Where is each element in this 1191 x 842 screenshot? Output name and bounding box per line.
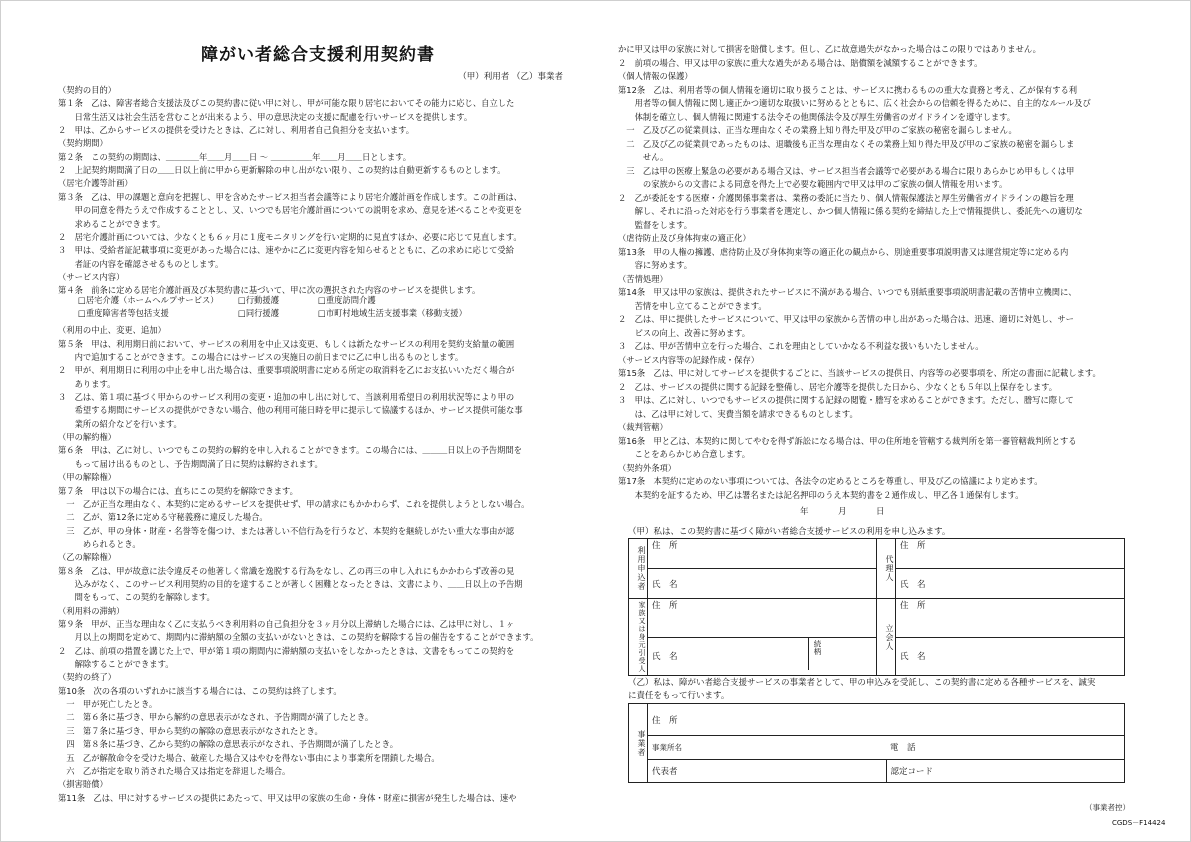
section-heading: （甲の解約権） [58, 432, 117, 443]
clause-line: 容に努めます。 [618, 260, 693, 270]
relation-label: 続柄 [808, 638, 826, 670]
clause-line: 二 乙及び乙の従業員であったものは、退職後も正当な理由なくその業務上知り得た甲及び甲のご家族の秘密を漏らしま [618, 138, 1075, 149]
otsu-statement-1: （乙）私は、障がい者総合支援サービスの事業者として、甲の申込みを受託し、この契約書に定める各種サービスを、誠実 [628, 678, 1096, 688]
clause-line: 本契約を証するため、甲乙は署名または記名押印のうえ本契約書を２通作成し、甲乙各１通保有します。 [618, 489, 1024, 500]
clause-line: 第５条 甲は、利用期日前において、サービスの利用を中止又は変更、もしくは新たなサービスの利用を契約支給量の範囲 [58, 338, 515, 349]
service-checkbox-option[interactable]: □行動援護 [238, 295, 280, 305]
phone-field[interactable]: 電 話 [886, 736, 1125, 759]
clause-line: められるとき。 [58, 538, 141, 549]
clause-line: ３ 甲は、乙に対し、いつでもサービスの提供に関する記録の閲覧・謄写を求めることができます。ただし、謄写に際して [618, 395, 1074, 405]
clause-line: 第17条 本契約に定めのない事項については、各法令の定めるところを尊重し、甲及び乙の協議により定めます。 [618, 476, 1043, 486]
clause-line: 第１条 乙は、障害者総合支援法及びこの契約書に従い甲に対し、甲が可能な限り居宅においてその能力に応じ、自立した [58, 98, 515, 109]
form-code: CGDS－F14424 [1112, 819, 1166, 827]
applicant-name-field[interactable]: 氏 名 [648, 569, 877, 599]
date-line: 年 月 日 [800, 507, 886, 517]
clause-line: 解し、それに沿った対応を行う事業者を選定し、かつ個人情報に係る契約を締結した上で情報提供し、委託先への適切な [618, 206, 1083, 216]
clause-line: ２ 甲が、利用期日に利用の中止を申し出た場合は、重要事項説明書に定める所定の取消料を乙にお支払いいただく場合が [58, 365, 515, 376]
clause-line: 一 乙が正当な理由なく、本契約に定めるサービスを提供せず、甲の請求にもかかわらず、これを提供しようとしない場合。 [58, 498, 530, 509]
section-heading: （契約期間） [58, 138, 108, 149]
clause-line: あります。 [58, 378, 116, 389]
business-label: 事業者 [629, 704, 648, 783]
clause-line: 希望する期間にサービスの提供ができない場合、他の利用可能日時を甲に提示して協議するほか、サービス提供可能な事 [58, 405, 523, 416]
clause-line: ２ 乙は、甲に提供したサービスについて、甲又は甲の家族から苦情の申し出があった場合は、迅速、適切に対処し、サー [618, 314, 1074, 324]
parties-label: （甲）利用者 （乙）事業者 [458, 72, 563, 82]
cert-code-field[interactable]: 認定コード [886, 759, 1125, 783]
page-title: 障がい者総合支援利用契約書 [201, 45, 435, 65]
applicant-label: 利用申込者 [629, 539, 648, 599]
service-options [78, 294, 558, 320]
clause-line: 間をもって、この契約を解除します。 [58, 592, 215, 603]
clause-line: ビスの向上、改善に努めます。 [618, 327, 751, 338]
clause-line: 第７条 甲は以下の場合には、直ちにこの契約を解除できます。 [58, 485, 298, 496]
clause-line: 者証の内容を確認させるものとします。 [58, 258, 224, 269]
otsu-signature-table [628, 703, 1125, 783]
clause-line: 日常生活又は社会生活を営むことが出来るよう、甲の意思決定の支援に配慮を行いサービスを提供します。 [58, 111, 473, 122]
section-heading: （個人情報の保護） [618, 71, 693, 81]
service-checkbox-option[interactable]: □重度障害者等包括支援 [78, 308, 169, 318]
kou-statement: （甲）私は、この契約書に基づく障がい者総合支援サービスの利用を申し込みます。 [628, 527, 951, 537]
clause-line: 第２条 この契約の期間は、＿＿＿＿年＿＿月＿＿日 ～ ＿＿＿＿＿年＿＿月＿＿日とします。 [58, 151, 412, 162]
witness-label: 立会人 [877, 599, 896, 676]
clause-line: 第４条 前条に定める居宅介護計画及び本契約書に基づいて、甲に次の選択された内容のサービスを提供します。 [58, 285, 481, 296]
section-heading: （損害賠償） [58, 779, 108, 790]
clause-line: 四 第８条に基づき、乙から契約の解除の意思表示がなされ、予告期間が満了したとき。 [58, 739, 399, 750]
clause-line: 業所の紹介などを行います。 [58, 418, 182, 429]
clause-line: ３ 乙は、甲が苦情申立を行った場合、これを理由としていかなる不利益な扱いもいたしません。 [618, 341, 984, 351]
otsu-statement-2: に責任をもって行います。 [628, 691, 730, 701]
section-heading: （契約外条項） [618, 462, 677, 473]
clause-line: ３ 乙は、第１項に基づく甲からのサービス利用の変更・追加の申し出に対して、当該利用希望日の利用状況等により甲の [58, 392, 515, 403]
section-heading: （甲の解除権） [58, 472, 117, 483]
service-checkbox-option[interactable]: □重度訪問介護 [318, 295, 376, 305]
clause-line: 一 甲が死亡したとき。 [58, 699, 158, 710]
clause-line: ことをあらかじめ合意します。 [618, 449, 751, 459]
family-address-field[interactable]: 住 所 [648, 599, 877, 638]
family-name-field[interactable]: 氏 名 続柄 [648, 637, 877, 676]
clause-line: 第14条 甲又は甲の家族は、提供されたサービスに不満がある場合、いつでも別紙重要事項説明書記載の苦情申立機関に、 [618, 287, 1077, 297]
office-name-field[interactable]: 事業所名 [648, 736, 887, 759]
witness-name-field[interactable]: 氏 名 [896, 637, 1125, 676]
clause-line: 第15条 乙は、甲に対してサービスを提供するごとに、当該サービスの提供日、内容等の必要事項を、所定の書面に記載します。 [618, 368, 1101, 378]
representative-field[interactable]: 代表者 [648, 759, 887, 783]
clause-line: ２ 乙が委託をする医療・介護関係事業者は、業務の委託に当たり、個人情報保護法と厚生労働省ガイドラインの趣旨を理 [618, 192, 1074, 203]
business-address-field[interactable]: 住 所 [648, 704, 1125, 736]
clause-line: ２ 甲は、乙からサービスの提供を受けたときは、乙に対し、利用者自己負担分を支払います。 [58, 125, 415, 136]
section-heading: （利用の中止、変更、追加） [58, 325, 166, 336]
clause-line: ２ 前項の場合、甲又は甲の家族に重大な過失がある場合は、賠償額を減額することができます。 [618, 57, 983, 68]
clause-line: 用者等の個人情報に関し適正かつ適切な取扱いに努めるとともに、広く社会からの信頼を得るために、自主的なルール及び [618, 98, 1091, 108]
service-row [78, 294, 558, 307]
clause-line: 一 乙及び乙の従業員は、正当な理由なくその業務上知り得た甲及び甲のご家族の秘密を漏らしません。 [618, 125, 1017, 135]
clause-line: 監督をします。 [618, 219, 693, 230]
footer-note: （事業者控） [1085, 803, 1130, 812]
clause-line: 三 第７条に基づき、甲から契約の解除の意思表示がなされたとき。 [58, 725, 323, 736]
clause-line: 苦情を申し立てることができます。 [618, 300, 767, 311]
section-heading: （裁判管轄） [618, 422, 668, 432]
clause-line: せん。 [618, 152, 669, 162]
clause-line: 込みがなく、このサービス利用契約の目的を達することが著しく困難となったときは、文書により、＿＿日以上の予告期 [58, 578, 523, 589]
section-heading: （サービス内容） [58, 271, 125, 282]
kou-signature-table [628, 538, 1125, 676]
clause-line: ３ 甲は、受給者証記載事項に変更があった場合には、速やかに乙に変更内容を知らせるとともに、乙の求めに応じて受給 [58, 245, 515, 256]
clause-line: かに甲又は甲の家族に対して損害を賠償します。但し、乙に故意過失がなかった場合はこの限りではありません。 [618, 44, 1041, 54]
clause-line: ２ 居宅介護計画については、少なくとも６ヶ月に１度モニタリングを行い定期的に見直すほか、必要に応じて見直します。 [58, 231, 522, 242]
clause-line: 体制を確立し、個人情報に関連する法令その他関係法令及び厚生労働省のガイドラインを遵守します。 [618, 111, 1016, 122]
clause-line: 六 乙が指定を取り消された場合又は指定を辞退した場合。 [58, 765, 291, 776]
clause-line: 第13条 甲の人権の擁護、虐待防止及び身体拘束等の適正化の観点から、別途重要事項説明書又は運営規定等に定める内 [618, 246, 1069, 257]
clause-line: 第10条 次の各項のいずれかに該当する場合には、この契約は終了します。 [58, 685, 342, 696]
clause-line: 解除することができます。 [58, 659, 174, 670]
section-heading: （虐待防止及び身体拘束の適正化） [618, 233, 751, 243]
section-heading: （サービス内容等の記録作成・保存） [618, 354, 760, 365]
clause-line: 第８条 乙は、甲が故意に法令違反その他著しく常識を逸脱する行為をなし、乙の再三の申し入れにもかかわらず改善の見 [58, 565, 515, 576]
witness-address-field[interactable]: 住 所 [896, 599, 1125, 638]
clause-line: 三 乙は甲の医療上緊急の必要がある場合又は、サービス担当者会議等で必要がある場合に限りあらかじめ甲もしくは甲 [618, 165, 1075, 176]
clause-line: 三 乙が、甲の身体・財産・名誉等を傷つけ、または著しい不信行為を行うなど、本契約を継続しがたい重大な事由が認 [58, 525, 515, 536]
section-heading: （契約の終了） [58, 672, 117, 683]
agent-name-field[interactable]: 氏 名 [896, 569, 1125, 599]
agent-label: 代理人 [877, 539, 896, 599]
clause-line: もって届け出るものとし、予告期間満了日に契約は解約されます。 [58, 458, 323, 469]
clause-line: 第12条 乙は、利用者等の個人情報を適切に取り扱うことは、サービスに携わるものの重大な責務と考え、乙が保有する利 [618, 84, 1078, 95]
clause-line: 内で追加することができます。この場合にはサービスの実施日の前日までに乙に申し出るものとします。 [58, 352, 464, 362]
clause-line: ２ 上記契約期間満了日の＿＿日以上前に甲から更新解除の申し出がない限り、この契約は自動更新するものとします。 [58, 165, 506, 176]
service-checkbox-option[interactable]: □居宅介護（ホームヘルプサービス） [78, 295, 219, 305]
clause-line: 二 乙が、第12条に定める守秘義務に違反した場合。 [58, 512, 268, 523]
section-heading: （居宅介護等計画） [58, 178, 133, 189]
service-checkbox-option[interactable]: □同行援護 [238, 308, 280, 318]
clause-line: ２ 乙は、サービスの提供に関する記録を整備し、居宅介護等を提供した日から、少なくとも５年以上保存をします。 [618, 381, 1058, 392]
clause-line: 第６条 甲は、乙に対し、いつでもこの契約の解約を申し入れることができます。この場合には、＿＿＿日以上の予告期間を [58, 445, 522, 456]
section-heading: （苦情処理） [618, 273, 668, 284]
applicant-address-field[interactable]: 住 所 [648, 539, 877, 569]
clause-line: 月以上の期間を定めて、期間内に滞納額の全額の支払いがないときは、この契約を解除する旨の催告をすることができます。 [58, 632, 539, 643]
clause-line: 五 乙が解散命令を受けた場合、破産した場合又はやむを得ない事由により事業所を閉鎖した場合。 [58, 752, 440, 763]
section-heading: （乙の解除権） [58, 552, 117, 563]
agent-address-field[interactable]: 住 所 [896, 539, 1125, 569]
clause-line: 第９条 甲が、正当な理由なく乙に支払うべき利用料の自己負担分を３ヶ月分以上滞納した場合には、乙は甲に対し、１ヶ [58, 619, 515, 629]
clause-line: は、乙は甲に対して、実費当額を請求できるものとします。 [618, 408, 858, 419]
clause-line: の家族からの文書による同意を得た上で必要な範囲内で甲又は甲のご家族の個人情報を用います。 [618, 179, 1008, 189]
section-heading: （契約の目的） [58, 85, 117, 95]
clause-line: 甲の同意を得たうえで作成することとし、又、いつでも居宅介護計画についての説明を求め、意見を述べることや変更を [58, 205, 523, 216]
clause-line: 二 第６条に基づき、甲から解約の意思表示がなされ、予告期間が満了したとき。 [58, 712, 374, 723]
clause-line: ２ 乙は、前項の措置を講じた上で、甲が第１項の期間内に滞納額の支払いをしなかったときは、文書をもってこの契約を [58, 645, 515, 656]
clause-line: 求めることができます。 [58, 218, 166, 229]
clause-line: 第16条 甲と乙は、本契約に関してやむを得ず訴訟になる場合は、甲の住所地を管轄する裁判所を第一審管轄裁判所とする [618, 435, 1077, 446]
clause-line: 第３条 乙は、甲の課題と意向を把握し、甲を含めたサービス担当者会議等により居宅介護計画を作成します。この計画は、 [58, 191, 522, 202]
section-heading: （利用料の滞納） [58, 605, 125, 616]
service-row [78, 307, 558, 320]
clause-line: 第11条 乙は、甲に対するサービスの提供にあたって、甲又は甲の家族の生命・身体・財産に損害が発生した場合は、速や [58, 792, 517, 803]
service-checkbox-option[interactable]: □市町村地域生活支援事業（移動支援） [318, 308, 467, 318]
family-label: 家族又は身元引受人 [629, 599, 648, 676]
